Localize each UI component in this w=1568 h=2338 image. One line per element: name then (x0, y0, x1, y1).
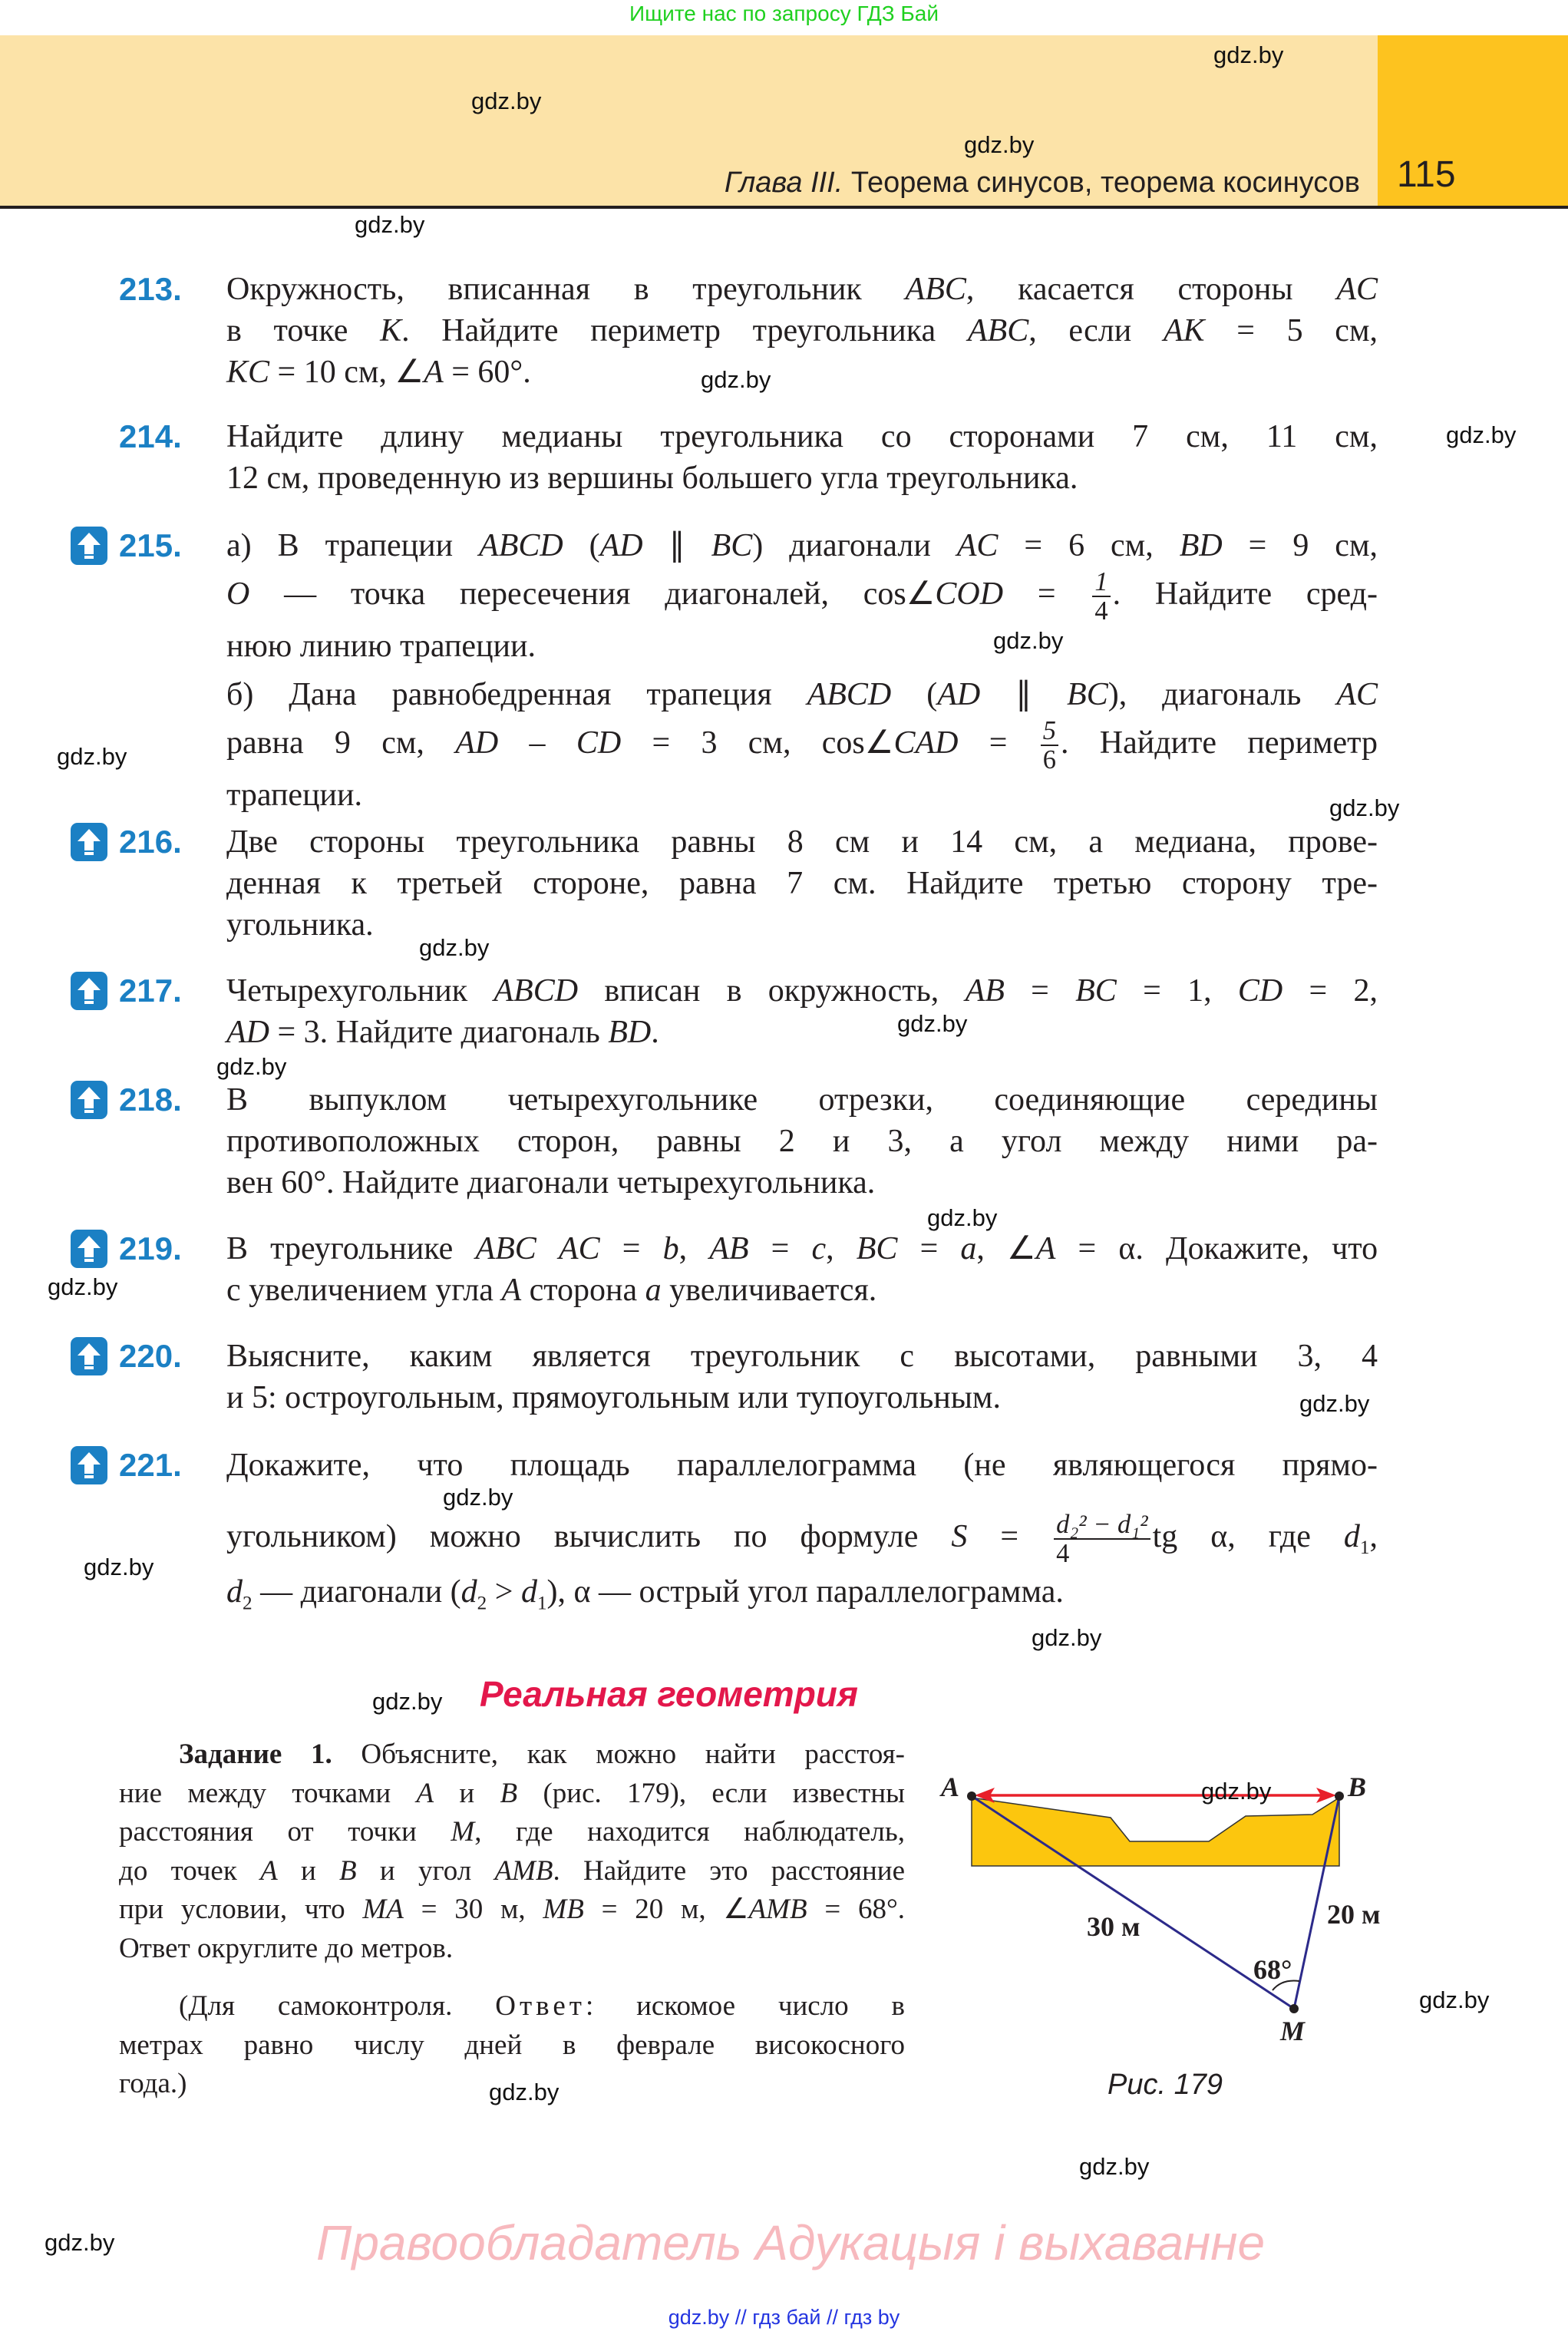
text-run: = 20 м, ∠ (583, 1894, 749, 1925)
text-run: противоположных сторон, равны 2 и 3, а угол между ними ра- (226, 1124, 1378, 1159)
text-line (119, 1891, 905, 1930)
math-variable: AB (965, 973, 1005, 1009)
math-variable: ABCD (807, 677, 892, 712)
math-variable: AD (599, 528, 643, 563)
watermark: gdz.by (1419, 1986, 1490, 2013)
math-variable: AMB (494, 1854, 553, 1887)
text-line (226, 1228, 1378, 1270)
watermark: gdz.by (45, 2229, 115, 2256)
text-run: = 30 м, (403, 1894, 543, 1925)
text-run: при условии, что (119, 1894, 363, 1925)
text-line (226, 1121, 1378, 1162)
fraction-denominator: 4 (1054, 1538, 1150, 1567)
text-run: , где находится наблюдатель, (474, 1816, 905, 1848)
text-line (226, 566, 1378, 626)
text-run: сторона (521, 1273, 645, 1308)
text-run: В выпуклом четырехугольнике отрезки, соединяющие середины (226, 1082, 1378, 1118)
text-line (226, 774, 1378, 816)
fraction-numerator: 5 (1042, 716, 1056, 746)
problem-number: 218. (119, 1081, 182, 1118)
fraction (1092, 568, 1110, 625)
problem-text (226, 1079, 1378, 1204)
text-run: . (651, 1015, 659, 1050)
problem-number: 213. (119, 271, 182, 307)
text-line (226, 525, 1378, 566)
figure-179 (921, 1727, 1420, 2057)
text-line (226, 269, 1378, 310)
math-variable: d (226, 1574, 243, 1610)
text-run: Найдите длину медианы треугольника со сторонами 7 см, 11 см, (226, 419, 1378, 454)
text-run: = 5 см, (1204, 313, 1378, 348)
watermark: gdz.by (48, 1273, 118, 1300)
watermark: gdz.by (993, 627, 1064, 654)
math-variable: AMB (748, 1894, 807, 1925)
watermark: gdz.by (489, 2079, 560, 2105)
text-line (226, 1012, 1378, 1053)
text-run: Выясните, каким является треугольник с высотами, равными 3, 4 (226, 1339, 1378, 1374)
copyright-watermark: Правообладатель Адукацыя і выхаванне (315, 2215, 1266, 2270)
math-variable: d (1343, 1518, 1360, 1554)
text-line (226, 1511, 1378, 1571)
text-line (226, 1162, 1378, 1204)
figure-caption: Рис. 179 (1108, 2069, 1223, 2101)
text-line (119, 1987, 905, 2026)
text-line (119, 1852, 905, 1891)
watermark: gdz.by (964, 131, 1035, 158)
text-run: , (1369, 1518, 1378, 1554)
fraction-numerator: 1 (1094, 567, 1108, 597)
text-line (226, 1336, 1378, 1377)
watermark: gdz.by (1032, 1624, 1102, 1651)
math-variable: CD (1237, 973, 1283, 1009)
text-run: = (748, 1231, 812, 1266)
text-run: = 68°. (807, 1894, 906, 1925)
text-run: . Найдите это расстояние (553, 1854, 906, 1887)
task-label: Задание 1. (179, 1739, 332, 1770)
text-run: б) Дана равнобедренная трапеция (226, 677, 807, 712)
watermark: gdz.by (1299, 1390, 1370, 1417)
text-line (226, 416, 1378, 457)
text-run: трапеции. (226, 777, 363, 813)
text-run: = (967, 1518, 1052, 1554)
math-variable: B (339, 1854, 357, 1887)
text-line (226, 1270, 1378, 1311)
text-run: = 3 см, cos∠ (621, 725, 894, 761)
text-run: ( (891, 677, 938, 712)
text-run: = (1004, 973, 1076, 1009)
text-run: , (678, 1231, 710, 1266)
text-run: и угол (356, 1854, 495, 1887)
label-b: B (1348, 1772, 1367, 1802)
text-run: = 6 см, (998, 528, 1180, 563)
subscript: 2 (243, 1593, 253, 1614)
math-variable: AC (956, 528, 999, 563)
difficulty-up-arrow-icon (71, 1081, 107, 1119)
text-run: с увеличением угла (226, 1273, 502, 1308)
math-variable: BD (608, 1015, 652, 1050)
math-variable: COD (935, 576, 1004, 612)
text-line (226, 310, 1378, 352)
math-variable: A (260, 1854, 278, 1887)
math-variable: ABC (967, 313, 1029, 348)
search-hint-banner: Ищите нас по запросу ГДЗ Бай (629, 2, 939, 25)
problem-text (226, 1445, 1378, 1625)
math-variable: BD (1179, 528, 1223, 563)
math-variable: BC (1075, 973, 1117, 1009)
text-run: угольником) можно вычислить по формуле (226, 1518, 952, 1554)
text-run: Докажите, что площадь параллелограмма (не являющегося прямо- (226, 1448, 1378, 1483)
text-run: = 9 см, (1222, 528, 1378, 563)
text-line (119, 2026, 905, 2066)
math-variable: S (951, 1518, 968, 1554)
math-variable: BC (1067, 677, 1108, 712)
math-variable: A (424, 355, 444, 390)
text-run: и (434, 1777, 500, 1809)
math-variable: M (451, 1816, 475, 1848)
watermark: gdz.by (443, 1484, 513, 1511)
text-run: в точке (226, 313, 381, 348)
label-mb-length: 20 м (1327, 1899, 1381, 1930)
text-run: метрах равно числу дней в феврале високосного (119, 2029, 905, 2061)
text-run: Четырехугольник (226, 973, 494, 1009)
watermark: gdz.by (216, 1053, 287, 1080)
watermark: gdz.by (57, 743, 127, 770)
text-run: , если (1028, 313, 1164, 348)
text-run: = α. Докажите, что (1055, 1231, 1378, 1266)
problem-text (226, 970, 1378, 1053)
chapter-name: Теорема синусов, теорема косинусов (843, 167, 1360, 199)
math-variable: BC (711, 528, 753, 563)
problem-number: 216. (119, 824, 182, 860)
math-variable: AK (1163, 313, 1205, 348)
math-variable: CAD (893, 725, 959, 761)
chapter-label: Глава III. (724, 167, 843, 199)
text-line (226, 970, 1378, 1012)
text-run: и 5: остроугольным, прямоугольным или тупоугольным. (226, 1380, 1002, 1415)
text-run: : искомое число в (585, 1990, 905, 2022)
text-run: ( (563, 528, 600, 563)
math-variable: AD (937, 677, 981, 712)
math-variable: AD (226, 1015, 269, 1050)
text-line (226, 626, 1378, 667)
subscript: 1 (1359, 1537, 1370, 1559)
watermark: gdz.by (419, 934, 490, 961)
text-run: = 1, (1116, 973, 1238, 1009)
watermark: gdz.by (471, 88, 542, 114)
fraction (1041, 717, 1058, 774)
watermark: gdz.by (372, 1688, 443, 1715)
watermark: gdz.by (1201, 1778, 1272, 1805)
math-variable: KC (226, 355, 270, 390)
math-variable: B (500, 1777, 518, 1809)
label-angle: 68° (1253, 1954, 1292, 1985)
text-run: . Найдите периметр (1060, 725, 1378, 761)
text-run: ), α — острый угол параллелограмма. (546, 1574, 1064, 1610)
text-run: , (826, 1231, 857, 1266)
text-run: – (498, 725, 576, 761)
text-line (226, 1377, 1378, 1418)
math-variable: ABC (475, 1231, 536, 1266)
problem-text (226, 1336, 1378, 1418)
text-run: угольника. (226, 907, 374, 943)
problem-number: 220. (119, 1338, 182, 1374)
text-run: = 60°. (443, 355, 531, 390)
text-line (119, 1775, 905, 1814)
text-run: Две стороны треугольника равны 8 см и 14 см, а медиана, прове- (226, 824, 1378, 860)
text-run: года.) (119, 2068, 187, 2099)
watermark: gdz.by (701, 366, 771, 393)
text-run: > (487, 1574, 521, 1610)
text-run: = 3. Найдите диагональ (269, 1015, 609, 1050)
text-line (119, 1735, 905, 1775)
math-variable: ABC (905, 272, 966, 307)
watermark: gdz.by (1079, 2153, 1150, 2180)
difficulty-up-arrow-icon (71, 1337, 107, 1375)
text-line (226, 352, 1378, 393)
point-a (967, 1791, 976, 1801)
text-run: — точка пересечения диагоналей, cos∠ (249, 576, 936, 612)
text-run: , касается стороны (966, 272, 1337, 307)
text-run: увеличивается. (661, 1273, 877, 1308)
difficulty-up-arrow-icon (71, 1230, 107, 1268)
text-run: — диагонали ( (252, 1574, 461, 1610)
text-run: равна 9 см, (226, 725, 456, 761)
difficulty-up-arrow-icon (71, 527, 107, 565)
text-line (226, 821, 1378, 863)
problem-text (226, 1228, 1378, 1311)
problem-text (226, 269, 1378, 393)
text-run: = 2, (1282, 973, 1378, 1009)
text-run: = (958, 725, 1038, 761)
watermark: gdz.by (1213, 41, 1284, 68)
problem-text (226, 821, 1378, 946)
text-line (226, 674, 1378, 715)
problem-text (226, 674, 1378, 816)
problem-text (226, 525, 1378, 667)
difficulty-up-arrow-icon (71, 823, 107, 861)
problem-number: 215. (119, 527, 182, 563)
text-run: ), диагональ (1108, 677, 1337, 712)
header-rule (0, 206, 1568, 209)
text-line (226, 1571, 1378, 1624)
watermark: gdz.by (1446, 421, 1517, 448)
math-variable: ABCD (479, 528, 563, 563)
text-line (119, 1930, 905, 1969)
text-run: вен 60°. Найдите диагонали четырехугольника. (226, 1165, 876, 1200)
text-line (226, 1079, 1378, 1121)
math-variable: CD (576, 725, 622, 761)
fraction-numerator: d₂² − d₁² (1056, 1510, 1148, 1539)
math-variable: a (960, 1231, 977, 1266)
problem-number: 221. (119, 1447, 182, 1483)
problem-number: 214. (119, 418, 182, 454)
math-variable: A (416, 1777, 434, 1809)
text-run: нюю линию трапеции. (226, 628, 536, 664)
watermark: gdz.by (927, 1204, 998, 1231)
text-line (226, 715, 1378, 774)
text-run: расстояния от точки (119, 1816, 451, 1848)
text-run: а) В трапеции (226, 528, 480, 563)
math-variable: AD (455, 725, 499, 761)
text-run: В треугольнике (226, 1231, 476, 1266)
text-run: Объясните, как можно найти расстоя- (332, 1739, 905, 1770)
difficulty-up-arrow-icon (71, 972, 107, 1010)
difficulty-up-arrow-icon (71, 1446, 107, 1484)
text-run: ∥ (642, 528, 711, 563)
text-run: Ответ округлите до метров. (119, 1932, 454, 1964)
fraction-denominator: 4 (1092, 596, 1110, 625)
label-a: A (941, 1772, 960, 1802)
footer-links[interactable]: gdz.by // гдз бай // гдз by (668, 2306, 900, 2329)
text-run: ∥ (980, 677, 1068, 712)
math-variable: AC (1336, 272, 1378, 307)
section-title: Реальная геометрия (480, 1674, 858, 1714)
math-variable: b (662, 1231, 679, 1266)
math-variable: K (380, 313, 402, 348)
problem-number: 217. (119, 973, 182, 1009)
text-run: (рис. 179), если известны (517, 1777, 905, 1809)
text-line (119, 1813, 905, 1852)
text-run: = (897, 1231, 961, 1266)
text-run: до точек (119, 1854, 261, 1887)
math-variable: BC (856, 1231, 898, 1266)
math-variable: A (1035, 1231, 1056, 1266)
math-variable: d (460, 1574, 477, 1610)
math-variable: AC (1336, 677, 1378, 712)
point-m (1289, 2004, 1299, 2013)
text-line (226, 904, 1378, 946)
math-variable: MA (362, 1894, 404, 1925)
watermark: gdz.by (897, 1010, 968, 1037)
math-variable: c (811, 1231, 827, 1266)
text-line (226, 863, 1378, 904)
page-number: 115 (1397, 154, 1456, 195)
math-variable: O (226, 576, 250, 612)
task-1-text (119, 1735, 905, 1968)
math-variable: A (501, 1273, 522, 1308)
text-run: = (599, 1231, 663, 1266)
chapter-title (725, 166, 1360, 200)
math-variable: AC (558, 1231, 600, 1266)
math-variable: d (520, 1574, 537, 1610)
watermark: gdz.by (355, 211, 425, 238)
text-line (226, 457, 1378, 499)
text-run: Окружность, вписанная в треугольник (226, 272, 906, 307)
problem-number: 219. (119, 1230, 182, 1266)
point-b (1335, 1791, 1344, 1801)
text-run: 12 см, проведенную из вершины большего угла треугольника. (226, 461, 1078, 496)
subscript: 2 (477, 1593, 487, 1614)
math-variable: AB (709, 1231, 749, 1266)
math-variable: a (645, 1273, 662, 1308)
watermark: gdz.by (84, 1554, 154, 1580)
watermark: gdz.by (1329, 794, 1400, 821)
text-run: ние между точками (119, 1777, 417, 1809)
label-ma-length: 30 м (1087, 1911, 1141, 1942)
fraction-denominator: 6 (1041, 745, 1058, 774)
text-run (536, 1231, 559, 1266)
label-m: M (1280, 2016, 1306, 2046)
text-run: , ∠ (976, 1231, 1036, 1266)
text-run: = (1003, 576, 1091, 612)
text-run: . Найдите периметр треугольника (401, 313, 968, 348)
subscript: 1 (536, 1593, 547, 1614)
text-line (226, 1445, 1378, 1486)
fraction (1054, 1511, 1150, 1567)
text-run: = 10 см, ∠ (269, 355, 424, 390)
text-run: (Для самоконтроля. (179, 1990, 496, 2022)
math-variable: ABCD (494, 973, 579, 1009)
text-run: ) диагонали (752, 528, 957, 563)
problem-text (226, 416, 1378, 499)
text-run: и (277, 1854, 340, 1887)
text-run: . Найдите сред- (1112, 576, 1378, 612)
answer-label: Ответ (495, 1990, 586, 2022)
text-run: вписан в окружность, (578, 973, 966, 1009)
math-variable: MB (543, 1894, 584, 1925)
text-run: tg α, где (1152, 1518, 1344, 1554)
text-run: денная к третьей стороне, равна 7 см. Найдите третью сторону тре- (226, 866, 1378, 901)
